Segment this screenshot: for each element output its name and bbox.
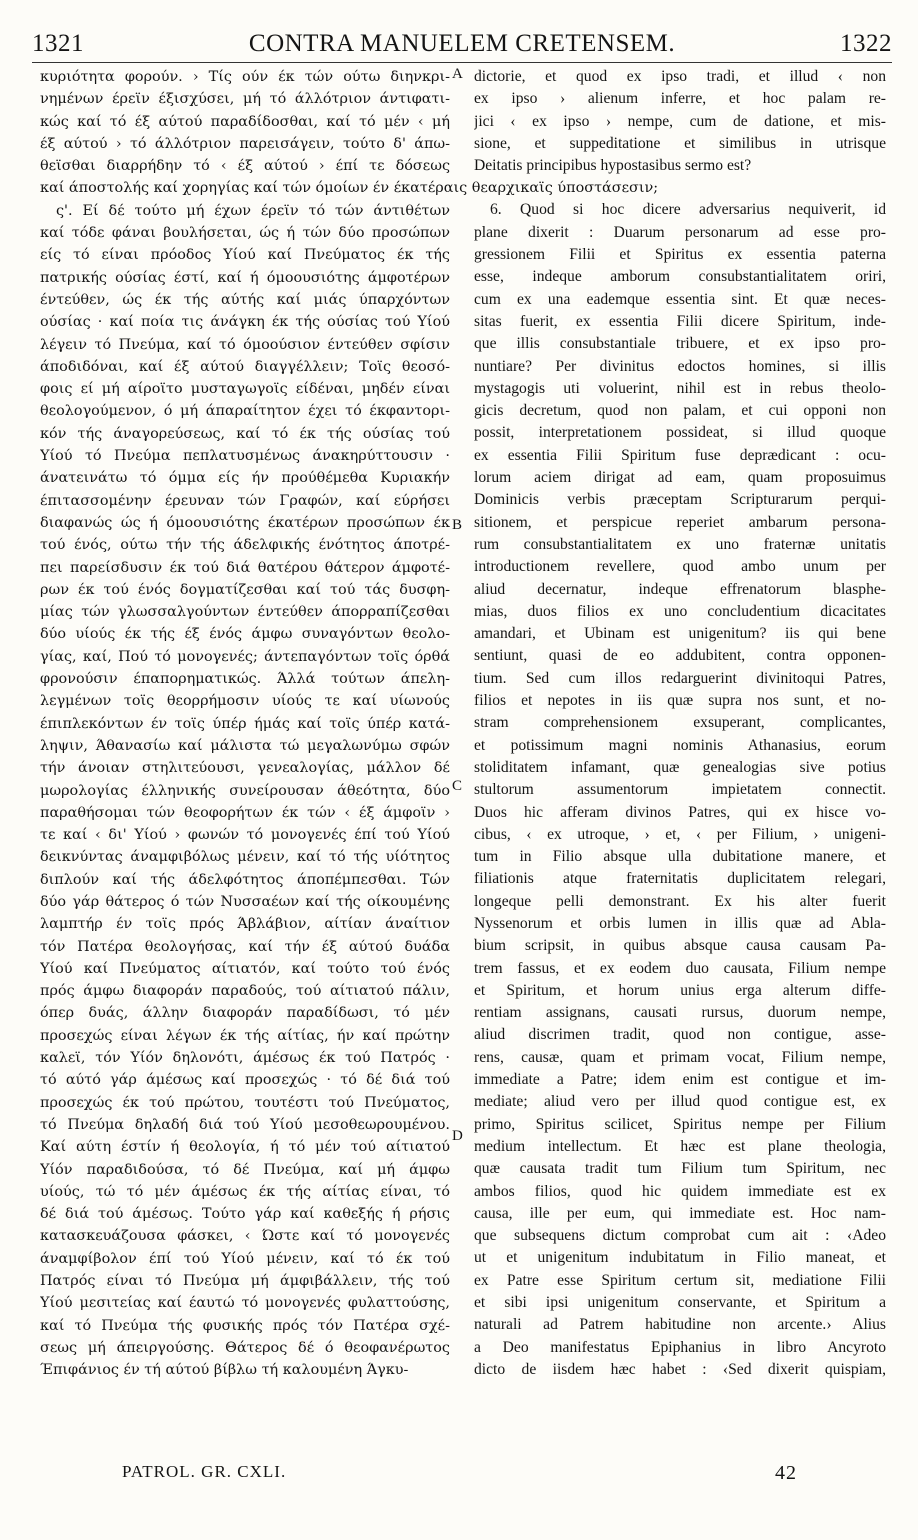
latin-column-line: sitionem, et perspicue reperiet ambarum persona- (474, 513, 886, 531)
latin-column-line: cibus, ‹ ex utroque, › et, ‹ per Filium, › unigeni- (474, 825, 886, 843)
latin-column-line: Deitatis principibus hypostasibus sermo est? (474, 157, 752, 175)
latin-column-line: mediate; aliud vero per illud quod contigue est, ex (474, 1093, 886, 1111)
latin-column-line: longeque pelli demonstrant. Ex his alter fuerit (474, 892, 886, 910)
greek-column-line: τό αύτό γάρ άμέσως καί προσεχώς · τό δέ διά τού (40, 1072, 450, 1089)
footer-signature: 42 (775, 1462, 797, 1484)
latin-column-line: medium intellectum. Et hæc est plane theologia, (474, 1137, 886, 1155)
latin-column-line: mystagogis uti voluerint, nihil est in rebus theolo- (474, 379, 886, 397)
greek-column-line: δέ διά τού άμέσως. Τούτο γάρ καί καθεξής ή ρήσις (40, 1206, 450, 1223)
latin-column-line: introductionem revellere, quod ambo unum per (474, 558, 886, 576)
latin-column-line: esse, indeque amborum consubstantialitatem oriri, (474, 268, 886, 286)
latin-column-line: cum ex una eademque essentia sint. Et quæ neces- (474, 290, 886, 308)
latin-column-line: et sibi ipsi unigenitum conservante, et Spiritum a (474, 1294, 886, 1312)
header-rule (32, 62, 892, 63)
latin-column-line: Nyssenorum et orbis lumen in illis quæ ad Abla- (474, 914, 886, 932)
latin-column-line: filios et nepotes in iis quæ supra nos sunt, et no- (474, 692, 886, 710)
page-number-left: 1321 (32, 30, 84, 57)
greek-column-line: έπιτασσομένην έρευναν τών Γραφών, καί εύρήσει (40, 492, 450, 509)
greek-column-line: γίας, καί, Πού τό μονογενές; άντεπαγόντων τοϊς όρθά (40, 648, 450, 665)
greek-column-line: καλεϊ, τόν Υίόν δηλονότι, άμέσως έκ τού Πατρός · (40, 1050, 450, 1067)
latin-column-line: sione, et suppeditatione et similibus in utrisque (474, 134, 886, 152)
greek-column-line: Υίού καί Πνεύματος αίτιατόν, καί τούτο τού ένός (40, 960, 450, 977)
greek-column-line: καί τό Πνεύμα τής φυσικής πρός τόν Πατέρα σχέ- (40, 1317, 450, 1334)
greek-column-line: όπερ δυάς, άλλην διαφοράν παραδίδωσι, τό μέν (40, 1005, 450, 1022)
latin-column-line: aliud decernatur, indeque effrenatorum blasphe- (474, 580, 886, 598)
latin-column-line: tum in Filio absque ulla dubitatione manere, et (474, 848, 886, 866)
greek-column-line: διπλούν καί τής άδελφότητος άποπέμπεσθαι. Τών (40, 871, 450, 888)
greek-column-line: Υίού τό Πνεύμα πεπλατυσμένως άνακηρύττουσιν · (40, 448, 450, 465)
greek-column-line: κόν τής άναγορεύσεως, καί τό έκ τής ούσίας τού (40, 425, 450, 442)
greek-column-line: φρονούσιν έπαπορηματικώς. Άλλά τούτων άπελη- (40, 671, 450, 688)
greek-column-line: φοις εί μή αίροϊτο μυσταγωγοϊς είδέναι, μηδέν είναι (40, 381, 450, 398)
latin-column-line: ex essentia Filii Spiritum fuse deprædicant : ocu- (474, 446, 886, 464)
latin-column-line: naturali ad Patrem habitudine non arcente.› Alius (474, 1316, 886, 1334)
latin-column-line: possit, interpretationem possideat, si illud quoque (474, 424, 886, 442)
latin-column-line: stram comprehensionem exsuperant, complicantes, (474, 714, 886, 732)
latin-column-line: ut et unigenitum indubitatum in Filio maneat, et (474, 1249, 886, 1267)
greek-column-line: Έπιφάνιος έν τή αύτού βίβλω τή καλουμένη Άγκυ- (40, 1362, 409, 1379)
latin-column-line: gressionem Filii et Spiritus ex essentia paterna (474, 246, 886, 264)
latin-column-line: Duos hic afferam divinos Patres, qui ex hisce vo- (474, 803, 886, 821)
margin-letter-b: B (452, 517, 463, 533)
page-header (32, 30, 892, 64)
latin-column-line: filiationis atque fraternitatis duplicitatem relegari, (474, 870, 886, 888)
greek-column-line: άναμφίβολον έπί τού Υίού μένειν, καί τό έκ τού (40, 1250, 450, 1267)
greek-column-line: παραθήσομαι τών θεοφορήτων έκ τών ‹ έξ άμφοϊν › (40, 804, 450, 821)
greek-column-line: προσεχώς έκ τού πρώτου, τουτέστι τού Πνεύματος, (40, 1094, 450, 1111)
latin-column-line: gicis decretum, quod non palam, et cui opponi non (474, 402, 886, 420)
latin-column-line: et Spiritum, et horum unius erga alterum diffe- (474, 981, 886, 999)
footer-series: PATROL. GR. CXLI. (122, 1462, 287, 1481)
latin-column-line: aliud discrimen tradit, quod non contigue, asse- (474, 1026, 886, 1044)
greek-column-line: μίας τών γλωσσαλγούντων έντεύθεν άπορραπίζεσθαι (40, 604, 450, 621)
latin-column-line: sentiunt, quasi de eo addubitent, contra opponen- (474, 647, 886, 665)
latin-column-line: nuntiare? Per divinitus edoctos homines, si illis (474, 357, 886, 375)
greek-column-line: δύο γάρ θάτερος ό τών Νυσσαέων καί τής οίκουμένης (40, 893, 450, 910)
greek-column-line: λαμπτήρ έν τοϊς πρός Άβλάβιον, αίτίαν άναίτιον (40, 916, 450, 933)
latin-column-line: stultorum assumentorum impietatem connectit. (474, 781, 886, 799)
latin-column-line: que illis consubstantiale tribuere, et ex ipso pro- (474, 335, 886, 353)
greek-column-line: προσεχώς είναι λέγων έκ τής αίτίας, ήν καί πρώτην (40, 1027, 450, 1044)
latin-column-line: lorum aciem dirigat ad eam, quam proposuimus (474, 469, 886, 487)
latin-column-line: rentiam assignans, causati rursus, duorum nempe, (474, 1004, 886, 1022)
latin-column (474, 66, 886, 1378)
latin-column-line: 6. Quod si hoc dicere adversarius nequiverit, id (490, 201, 886, 219)
greek-column-line: έξ αύτού › τό άλλότριον παρεισάγειν, τούτο δ' άπω- (40, 135, 450, 152)
greek-column-line: θεϊσθαι διαρρήδην τό ‹ έξ αύτού › έπί τε δόσεως (40, 158, 450, 175)
margin-letter-d: D (452, 1128, 463, 1144)
latin-column-line: que subsequens dictum comprobat cum ait : ‹Adeo (474, 1227, 886, 1245)
latin-column-line: ambos filios, quod hic quidem immediate est ex (474, 1182, 886, 1200)
greek-column-line: κατασκευάζουσα φάσκει, ‹ Ώστε καί τό μονογενές (40, 1228, 450, 1245)
latin-column-line: jici ‹ ex ipso › nempe, cum de datione, et mis- (474, 112, 886, 130)
latin-column-line: immediate a Patre; idem enim est contigue et im- (474, 1071, 886, 1089)
greek-column-line: θεολογούμενον, ό μή άπαραίτητον έχει τό έκφαντορι- (40, 403, 450, 420)
latin-column-line: rum consubstantialitatem ex uno fraternæ unitatis (474, 535, 886, 553)
latin-column-line: rens, causæ, quam et primam vocat, Filium nempe, (474, 1048, 886, 1066)
latin-column-line: amandari, et Ubinam est unigenitum? iis qui bene (474, 625, 886, 643)
page-number-right: 1322 (840, 30, 892, 57)
latin-column-line: ex ipso › alienum inferre, et hoc palam re- (474, 90, 886, 108)
greek-column-line: τόν Πατέρα θεολογήσας, καί τήν έξ αύτού δυάδα (40, 938, 450, 955)
greek-column-line: καί τόδε φάναι βουλήσεται, ώς ή τών δύο προσώπων (40, 225, 450, 242)
latin-column-line: sitas fuerit, ex essentia Filii dicere Spiritum, inde- (474, 312, 886, 330)
greek-column-line: ς'. Εί δέ τούτο μή έχων έρεϊν τό τών άντιθέτων (56, 202, 450, 219)
greek-column-line: πρός άμφω διαφοράν παραδούς, τού αίτιατού πάλιν, (40, 983, 450, 1000)
latin-column-line: dicto de iisdem hæc habet : ‹Sed dixerit quispiam, (474, 1360, 886, 1378)
greek-column-line: τε καί ‹ δι' Υίού › φωνών τό μονογενές έπί τού Υίού (40, 827, 450, 844)
greek-column-line: μωρολογίας έλληνικής συνείρουσαν άθεότητα, δύο (40, 782, 450, 799)
greek-column-line: ούσίας · καί ποία τις άνάγκη έκ τής ούσίας τού Υίού (40, 314, 450, 331)
greek-column-line: νημένων έρεϊν έξισχύσει, μή τό άλλότριον άντιφατι- (40, 91, 450, 108)
greek-column-line: Πατρός είναι τό Πνεύμα μή άμφιβάλλειν, τής τού (40, 1273, 450, 1290)
latin-column-line: mias, duos filios ex uno concludentium dicacitates (474, 602, 886, 620)
greek-column-line: υίούς, τώ τό μέν άμέσως έκ τής αίτίας είναι, τό (40, 1183, 450, 1200)
greek-column-line: καί άποστολής καί χορηγίας καί τών όμοίων έν έκατέραις θεαρχικαϊς ύποστάσεσιν; (40, 180, 659, 197)
latin-column-line: quæ causata tradit tum Filium tum Spiritum, nec (474, 1160, 886, 1178)
latin-column-line: primo, Spiritus scilicet, Spiritus nempe per Filium (474, 1115, 886, 1133)
greek-column-line: σεως μή άπειργούσης. Θάτερος δέ ό θεοφανέρωτος (40, 1339, 450, 1356)
greek-column-line: είς τό είναι πρόοδος Υίού καί Πνεύματος έκ τής (40, 247, 450, 264)
latin-column-line: et potissimum magni nominis Athanasius, eorum (474, 736, 886, 754)
greek-column-line: Υίόν παραδιδούσα, τό δέ Πνεύμα, καί μή άμφω (40, 1161, 450, 1178)
latin-column-line: tium. Sed cum illos redarguerint divinitoqui Patres, (474, 669, 886, 687)
greek-column-line: τήν άνοιαν στηλιτεύουσι, γενεαλογίας, μάλλον δέ (40, 760, 450, 777)
greek-column-line: έπιπλεκόντων έν τοϊς ύπέρ ήμάς καί τοϊς ύπέρ κατά- (40, 715, 450, 732)
greek-column-line: άνατεινάτω τό όμμα είς ήν προύθέμεθα Κυριακήν (40, 470, 450, 487)
greek-column-line: δύο υίούς έκ τής έξ ένός άμφω συναγόντων θεολο- (40, 626, 450, 643)
latin-column-line: Dominicis verbis præceptam Scripturarum perqui- (474, 491, 886, 509)
latin-column-line: trem fassus, et ex eodem duo causata, Filium nempe (474, 959, 886, 977)
greek-column-line: τού ένός, ούτω τήν τής άδελφικής ένότητος άποτρέ- (40, 537, 450, 554)
greek-column-line: Καί αύτη έστίν ή θεολογία, ή τό μέν τού αίτιατού (40, 1139, 450, 1156)
latin-column-line: ex Patre esse Spiritum certum sit, mediatione Filii (474, 1271, 886, 1289)
latin-column-line: a Deo manifestatus Epiphanius in libro Ancyroto (474, 1338, 886, 1356)
greek-column-line: έντεύθεν, ώς έκ τής αύτής καί μιάς ύπαρχόντων (40, 291, 450, 308)
greek-column-line: κυριότητα φορούν. › Τίς ούν έκ τών ούτω διηνκρι- (40, 69, 450, 85)
latin-column-line: plane dixerit : Duarum personarum ad esse pro- (474, 223, 886, 241)
greek-column-line: ληψιν, Άθανασίω καί μάλιστα τώ μεγαλωνύμω σφών (40, 737, 450, 754)
greek-column-line: κώς καί τό έξ αύτού παραδίδοσθαι, καί τό μέν ‹ μή (40, 113, 450, 130)
greek-column-line: άποδιδόναι, καί έξ αύτού διαγγέλλειν; Τοϊς θεοσό- (40, 358, 450, 375)
latin-column-line: causa, ille per eum, qui immediate est. Hoc nam- (474, 1204, 886, 1222)
greek-column-line: Υίού μεσιτείας καί έαυτώ τό μονογενές φυλαττούσης, (40, 1295, 450, 1312)
greek-column-line: τό Πνεύμα δηλαδή διά τού Υίού μεσοθεωρουμένου. (40, 1116, 450, 1133)
latin-column-line: bium scripsit, in quibus absque causa causam Pa- (474, 937, 886, 955)
greek-column-line: διαφανώς ώς ή όμοουσιότης έκατέρων προσώπων έκ (40, 514, 450, 531)
running-title: CONTRA MANUELEM CRETENSEM. (248, 30, 676, 57)
margin-letter-c: C (452, 778, 463, 794)
greek-column-line: πει παρείσδυσιν έκ τού διά θατέρου θάτερον άμφοτέ- (40, 559, 450, 576)
latin-column-line: stoliditatem infamant, quæ genealogias sive potius (474, 758, 886, 776)
latin-column-line: dictorie, et quod ex ipso tradi, et illud ‹ non (474, 68, 886, 85)
greek-column-line: πατρικής ούσίας έστί, καί ή όμοουσιότης άμφοτέρων (40, 269, 450, 286)
greek-column-line: λέγειν τό Πνεύμα, καί τό όμοούσιον έντεύθεν σφίσιν (40, 336, 450, 353)
greek-column-line: δεικνύντας άναμφιβόλως μένειν, καί τό τής υίότητος (40, 849, 450, 866)
greek-column-line: λεγμένων τοϊς θεορρήμοσιν υίούς τε καί υίωνούς (40, 693, 450, 710)
margin-letter-a: A (452, 66, 463, 82)
greek-column-line: ρων έκ τού ένός δογματίζεσθαι καί τού τάς δυσφη- (40, 581, 450, 598)
